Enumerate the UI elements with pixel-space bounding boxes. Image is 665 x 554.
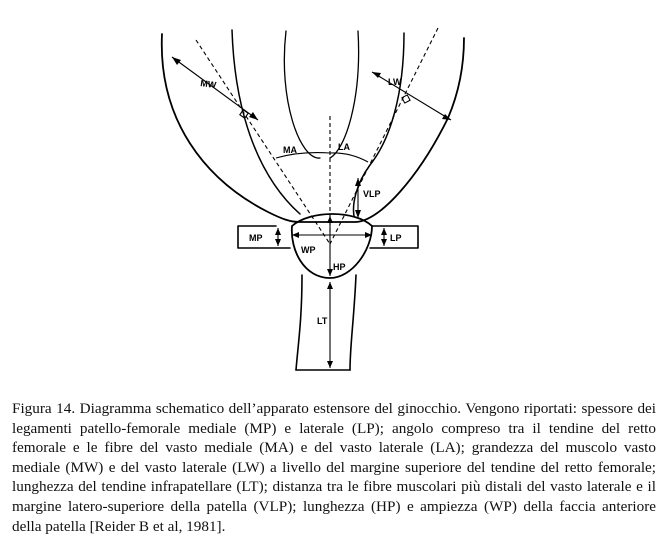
rectus-femoris-tendon xyxy=(330,31,359,158)
label-la: LA xyxy=(338,142,350,152)
vastus-medialis-inner-border xyxy=(232,30,300,214)
medial-retinaculum xyxy=(238,226,290,248)
arrowhead xyxy=(172,57,181,65)
arrowhead xyxy=(292,232,299,238)
label-ma: MA xyxy=(283,145,297,155)
arrowhead xyxy=(381,239,387,246)
outer-muscle-outline xyxy=(162,34,464,222)
arrowhead xyxy=(327,216,333,223)
arrowhead xyxy=(275,239,281,246)
label-vlp: VLP xyxy=(363,189,381,199)
arrowhead xyxy=(327,282,333,289)
label-mp: MP xyxy=(249,233,263,243)
arrowhead xyxy=(249,112,258,120)
lw-line xyxy=(372,72,451,120)
label-lw: LW xyxy=(388,77,402,87)
patellar-tendon-left xyxy=(296,275,302,370)
vastus-lateralis-fiber-axis xyxy=(330,28,438,244)
arrowhead xyxy=(275,228,281,235)
patellar-tendon-right xyxy=(350,275,356,370)
label-lp: LP xyxy=(390,233,402,243)
label-mw: MW xyxy=(199,78,217,91)
arrowhead xyxy=(381,228,387,235)
lw-right-angle-mark xyxy=(402,95,410,103)
arrowhead xyxy=(327,361,333,368)
label-lt: LT xyxy=(317,316,328,326)
figure-caption: Figura 14. Diagramma schematico dell’apparato estensore del ginocchio. Vengono riportati: spessore dei legamenti patello-femorale mediale (MP) e laterale (LP); angolo compreso tra il tendine del retto femorale e le fibre del vasto mediale (MA) e del vasto laterale (LA); grandezza del muscolo vasto mediale (MW) e del vasto laterale (LW) a livello del margine superiore del tendine del retto femorale; lunghezza del tendine infrapatellare (LT); distanza tra le fibre muscolari più distali del vasto laterale e il margine latero-superiore della patella (VLP); lunghezza (HP) e ampiezza (WP) della faccia anteriore della patella [Reider B et al, 1981]. xyxy=(12,400,656,535)
vastus-medialis-fiber-axis xyxy=(196,40,330,244)
label-hp: HP xyxy=(333,262,346,272)
label-wp: WP xyxy=(301,245,316,255)
rectus-femoris-tendon xyxy=(284,31,320,158)
